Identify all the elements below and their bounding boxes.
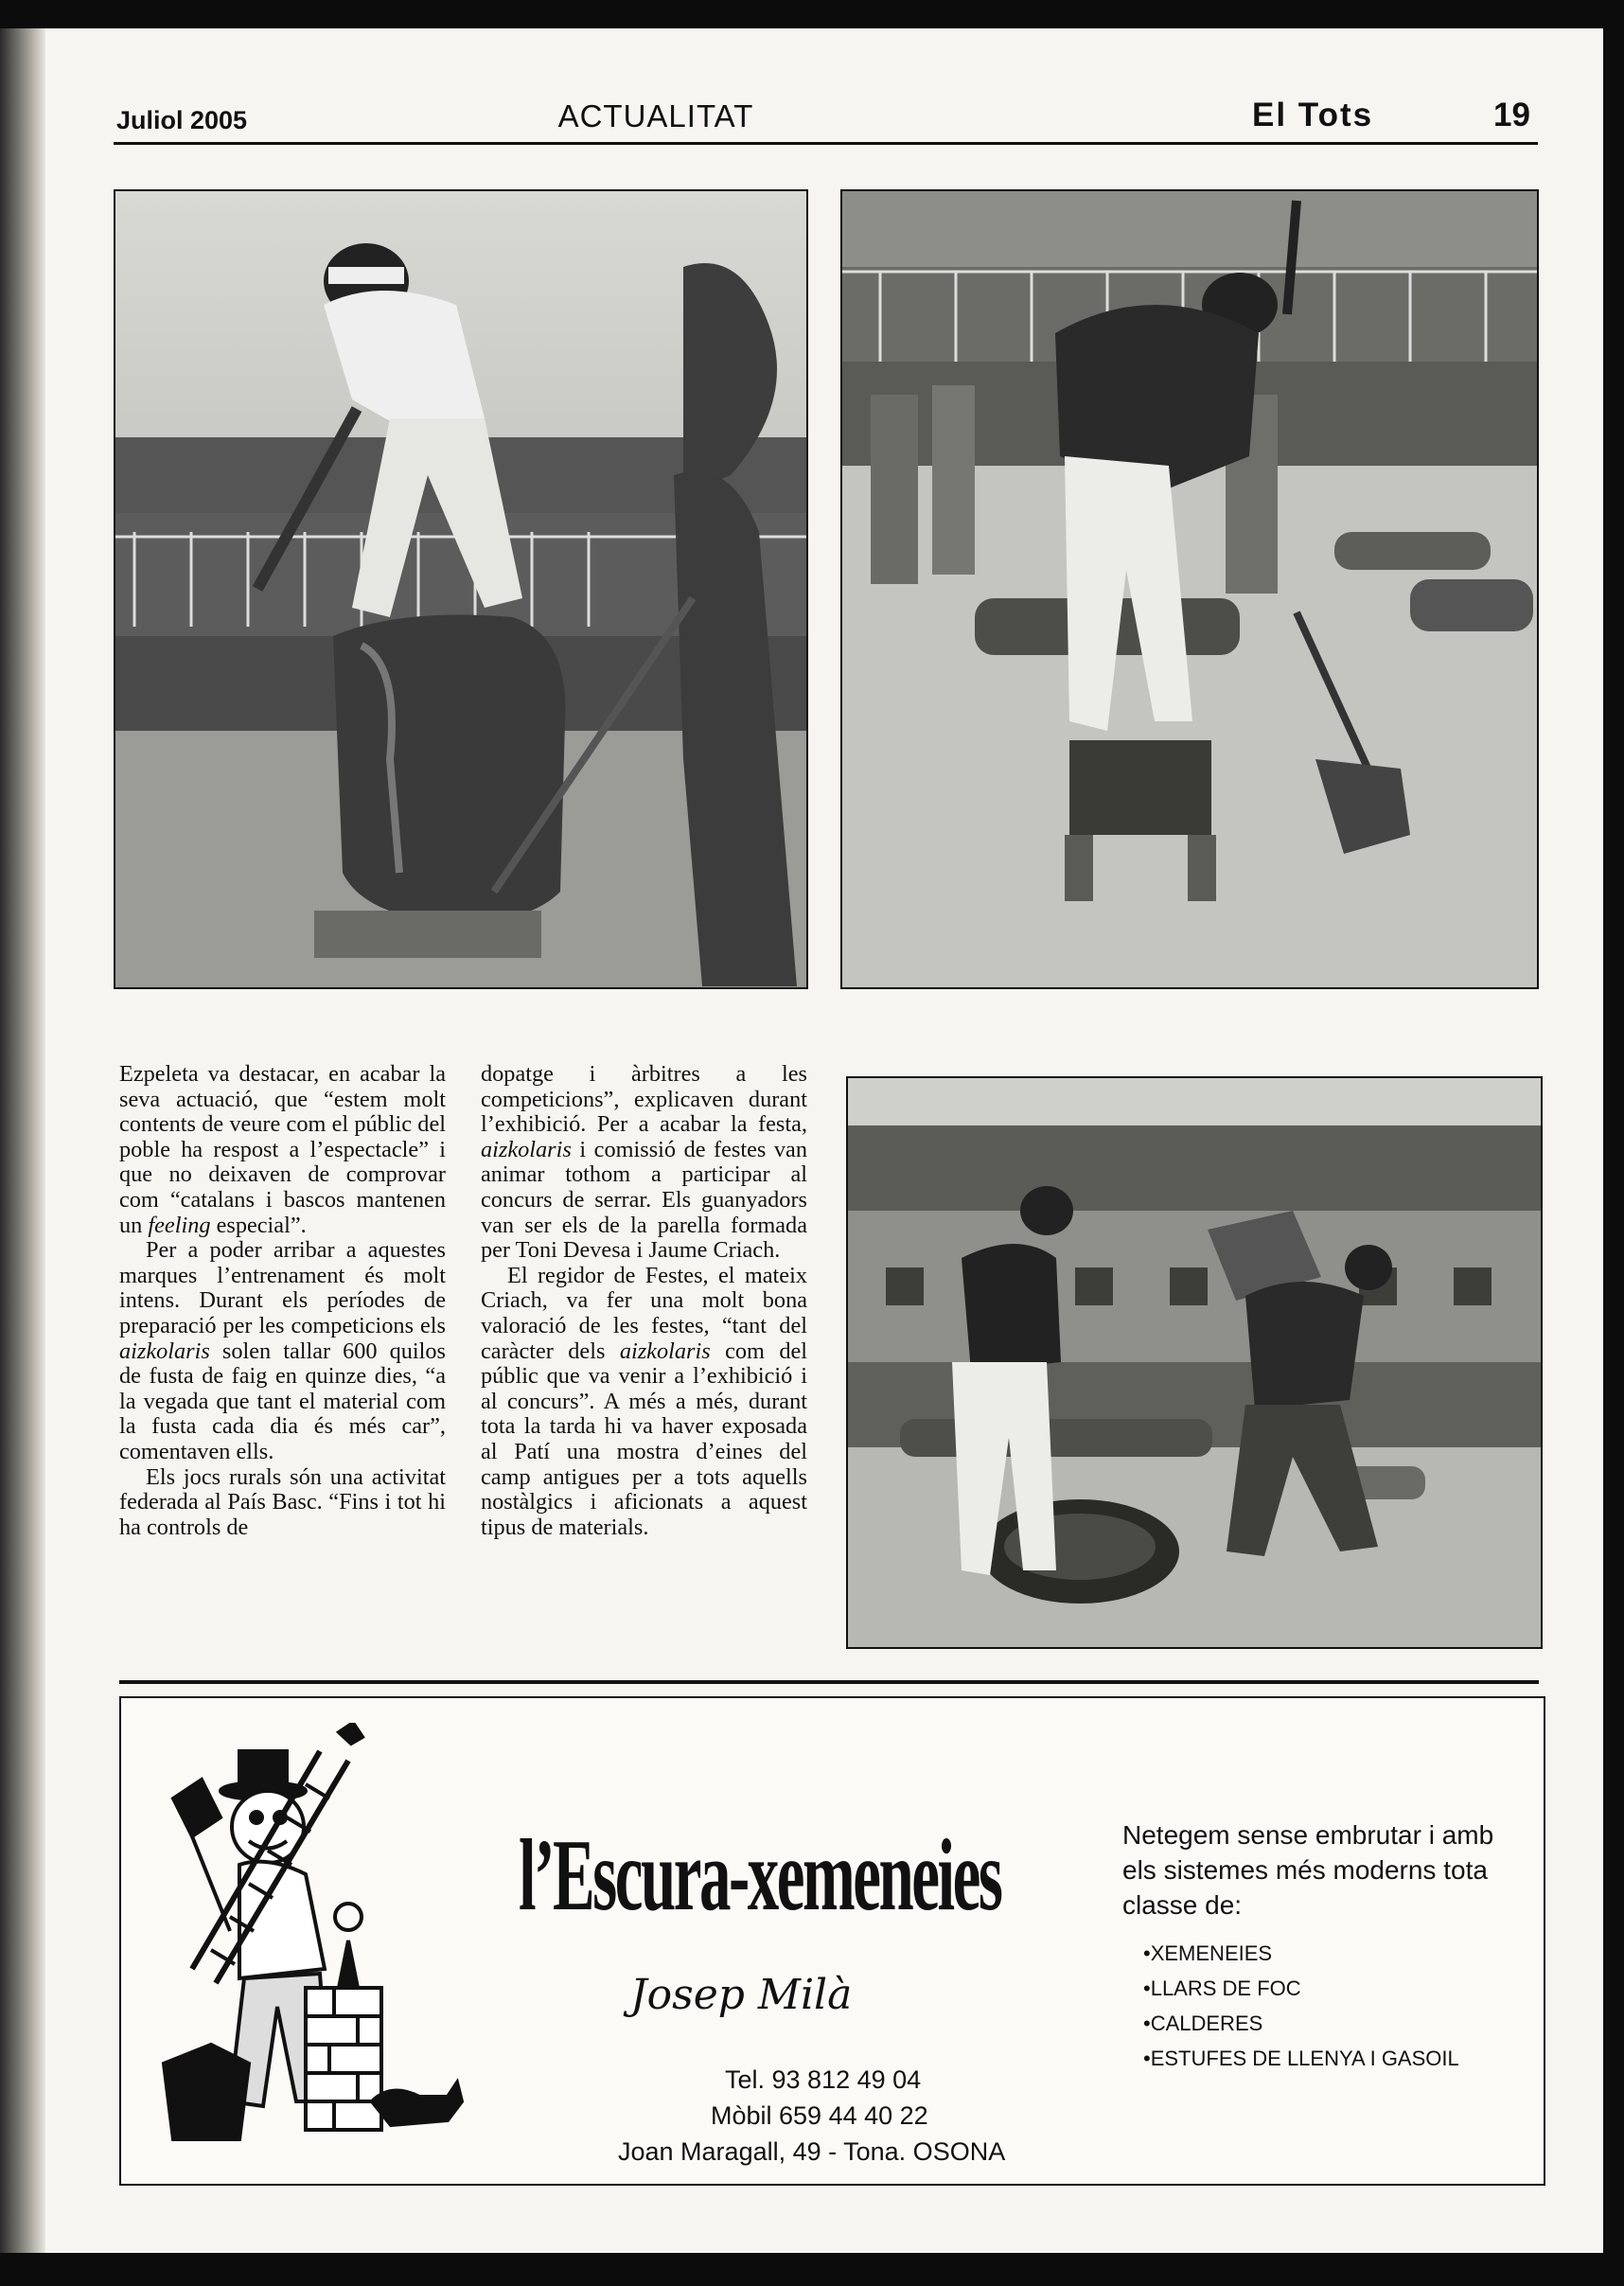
header-section: ACTUALITAT <box>557 98 754 133</box>
binding-gutter <box>0 28 45 2253</box>
chimney-sweep-illustration <box>135 1723 646 2158</box>
header-rule <box>114 142 1538 145</box>
ad-top-rule <box>119 1680 1539 1684</box>
header-page-number: 19 <box>1493 97 1530 133</box>
ad-service-item: • ESTUFES DE LLENYA I GASOIL <box>1143 2041 1459 2076</box>
photo-stone-lifting <box>846 1076 1543 1649</box>
article-paragraph: Els jocs rurals són una activitat federada al País Basc. “Fins i tot hi ha controls de <box>119 1463 446 1540</box>
article-column-2 <box>481 1062 807 1540</box>
ad-slogan: Netegem sense embrutar i amb els sistemes més moderns tota classe de: <box>1122 1820 1494 1920</box>
ad-service-item: • LLARS DE FOC <box>1143 1971 1459 2006</box>
ad-services-list <box>1143 1936 1459 2076</box>
photo-icon <box>848 1078 1541 1647</box>
article-column-1 <box>119 1062 446 1540</box>
photo-log-chopping <box>114 189 808 989</box>
header-date: Juliol 2005 <box>116 106 248 134</box>
photo-axe-on-log <box>840 189 1539 989</box>
ad-service-item: • CALDERES <box>1143 2006 1459 2041</box>
ad-title: l’Escura-xemeneies <box>519 1819 1001 1932</box>
magazine-page <box>45 28 1603 2253</box>
article-paragraph: Ezpeleta va destacar, en acabar la seva actuació, que “estem molt contents de veure com el públic del poble ha respost a l’espectacle” i que no deixaven de comprovar com “catalans i bascos mantenen un feeling especial”. <box>119 1061 446 1238</box>
article-paragraph: Per a poder arribar a aquestes marques l’entrenament és molt intens. Durant els períodes de preparació per les competicions els aizkolaris solen tallar 600 quilos de fusta de faig en quinze dies, “a la vegada que tant el material com la fusta cada dia és més car”, comentaven ells. <box>119 1237 446 1464</box>
article-paragraph: El regidor de Festes, el mateix Criach, va fer una molt bona valoració de les festes, “tant del caràcter dels aizkolaris com del públic que va venir a l’exhibició i al concurs”. A més a més, durant tota la tarda hi va haver exposada al Patí una mostra d’eines del camp antigues per a tots aquells nostàlgics i aficionats a aquest tipus de materials. <box>481 1262 807 1540</box>
ad-address: Joan Maragall, 49 - Tona. OSONA <box>618 2137 1006 2166</box>
photo-icon <box>115 191 806 987</box>
photo-icon <box>842 191 1537 987</box>
ad-service-item: • XEMENEIES <box>1143 1936 1459 1971</box>
ad-telephone: Tel. 93 812 49 04 <box>725 2065 922 2094</box>
ad-owner-signature: Josep Milà <box>630 1971 853 2019</box>
header-publication: El Tots <box>1252 97 1374 133</box>
ad-mobile: Mòbil 659 44 40 22 <box>711 2101 928 2130</box>
article-paragraph: dopatge i àrbitres a les competicions”, explicaven durant l’exhibició. Per a acabar la festa, aizkolaris i comissió de festes van animar tothom a participar al concurs de serrar. Els guanyadors van ser els de la parella formada per Toni Devesa i Jaume Criach. <box>481 1061 807 1264</box>
